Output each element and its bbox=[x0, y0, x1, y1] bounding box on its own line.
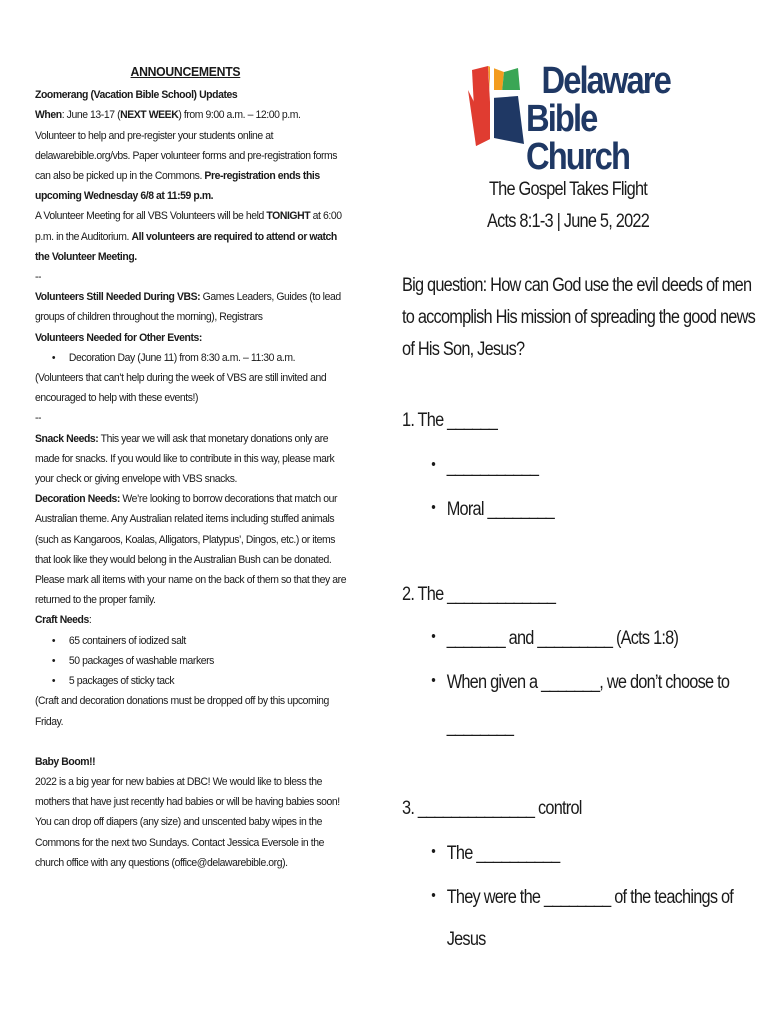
meeting-required: All volunteers are required to attend or watch the Volunteer Meeting. bbox=[35, 230, 337, 263]
point-1-sub-a: • ___________ bbox=[447, 456, 538, 478]
other-events-list bbox=[35, 348, 347, 368]
when-label: When bbox=[35, 109, 62, 122]
cant-help-text: (Volunteers that can’t help during the week of VBS are still invited and encouraged to help with these events!) bbox=[35, 372, 327, 405]
craft-heading bbox=[35, 610, 347, 630]
logo-green-panel-icon bbox=[502, 68, 520, 92]
decoration-text: We’re looking to borrow decorations that match our Australian theme. Any Australian related items including stuffed animals (such as Kangaroos, Koalas, Alligators, Platypus’, Dingos, etc.) or items that look like they would belong in the Australian Bush can be donated. Please mark all items with your name on the back of them so that they are returned to the proper family. bbox=[35, 493, 347, 607]
point-3-sub-b: • They were the ________ of the teachings of bbox=[447, 887, 770, 909]
point-3-sub-b-cont: Jesus bbox=[446, 929, 486, 950]
meeting-text-1: A Volunteer Meeting for all VBS Volunteers will be held bbox=[35, 210, 267, 223]
point-1: 1. The ______ bbox=[402, 410, 498, 431]
meeting-tonight: TONIGHT bbox=[266, 210, 311, 223]
sermon-reference: Acts 8:1-3 | June 5, 2022 bbox=[486, 211, 650, 232]
other-events-label: Volunteers Needed for Other Events: bbox=[35, 331, 202, 344]
baby-heading: Baby Boom!! bbox=[35, 755, 96, 768]
decoration-label: Decoration Needs: bbox=[35, 493, 120, 506]
point-2: 2. The _____________ bbox=[402, 584, 556, 605]
church-name-line1: Delaware bbox=[541, 60, 670, 102]
still-needed-paragraph bbox=[35, 287, 347, 327]
list-item: • 5 packages of sticky tack bbox=[69, 671, 347, 691]
when-next-week: NEXT WEEK bbox=[120, 109, 179, 122]
snack-label: Snack Needs: bbox=[35, 432, 99, 445]
when-line bbox=[35, 105, 347, 125]
list-item: • Decoration Day (June 11) from 8:30 a.m. – 11:30 a.m. bbox=[69, 348, 347, 368]
point-3-sub-a: • The __________ bbox=[447, 843, 560, 865]
point-2-sub-b: • When given a _______, we don’t choose to bbox=[447, 672, 770, 694]
when-text-1: : June 13-17 ( bbox=[61, 109, 121, 122]
point-2-sub-b-cont: ________ bbox=[446, 716, 514, 737]
craft-colon: : bbox=[88, 614, 92, 627]
snack-text: This year we will ask that monetary donations only are made for snacks. If you would like to contribute in this way, please mark your check or giving envelope with VBS snacks. bbox=[35, 432, 335, 486]
prereg-deadline: Pre-registration ends this upcoming Wednesday 6/8 at 11:59 p.m. bbox=[35, 170, 320, 203]
list-item: • 65 containers of iodized salt bbox=[69, 631, 347, 651]
volunteer-paragraph bbox=[35, 126, 347, 207]
announcements-column bbox=[35, 62, 347, 873]
baby-text: 2022 is a big year for new babies at DBC! We would like to bless the mothers that have just recently had babies or will be having babies soon! You can drop off diapers (any size) and unscented baby wipes in the Commons for the next two Sundays. Contact Jessica Eversole in the church office with any questions (office@delawarebible.org). bbox=[35, 775, 340, 869]
sermon-notes bbox=[402, 270, 756, 950]
decoration-paragraph bbox=[35, 489, 347, 610]
volunteer-text: Volunteer to help and pre-register your students online at delawarebible.org/vbs. Paper volunteer forms and pre-registration forms can also be picked up in the Commons. bbox=[35, 129, 338, 183]
announcements-title: ANNOUNCEMENTS bbox=[130, 64, 241, 79]
meeting-text-2: at 6:00 p.m. in the Auditorium. bbox=[35, 210, 342, 243]
sermon-header bbox=[424, 174, 713, 238]
craft-label: Craft Needs bbox=[35, 614, 89, 627]
church-name bbox=[526, 62, 681, 176]
sermon-title: The Gospel Takes Flight bbox=[488, 179, 648, 200]
point-3: 3. ______________ control bbox=[402, 798, 582, 819]
meeting-paragraph bbox=[35, 206, 347, 267]
big-question: Big question: How can God use the evil deeds of men to accomplish His mission of spreading the good news of His Son, Jesus? bbox=[402, 275, 756, 360]
church-name-line2: Bible Church bbox=[526, 98, 630, 178]
craft-list bbox=[35, 631, 347, 692]
when-text-2: ) from 9:00 a.m. – 12:00 p.m. bbox=[178, 109, 301, 122]
separator: -- bbox=[35, 271, 42, 284]
logo-blue-panel-icon bbox=[492, 96, 524, 144]
zoomerang-heading: Zoomerang (Vacation Bible School) Updates bbox=[35, 89, 238, 102]
list-item: • 50 packages of washable markers bbox=[69, 651, 347, 671]
craft-note: (Craft and decoration donations must be dropped off by this upcoming Friday. bbox=[35, 695, 329, 728]
separator: -- bbox=[35, 412, 42, 425]
still-needed-text: Games Leaders, Guides (to lead groups of children throughout the morning), Registrars bbox=[35, 291, 341, 324]
snack-paragraph bbox=[35, 429, 347, 490]
point-2-sub-a: • _______ and _________ (Acts 1:8) bbox=[447, 628, 678, 650]
point-1-sub-b: • Moral ________ bbox=[447, 499, 554, 521]
still-needed-label: Volunteers Still Needed During VBS: bbox=[35, 291, 201, 304]
